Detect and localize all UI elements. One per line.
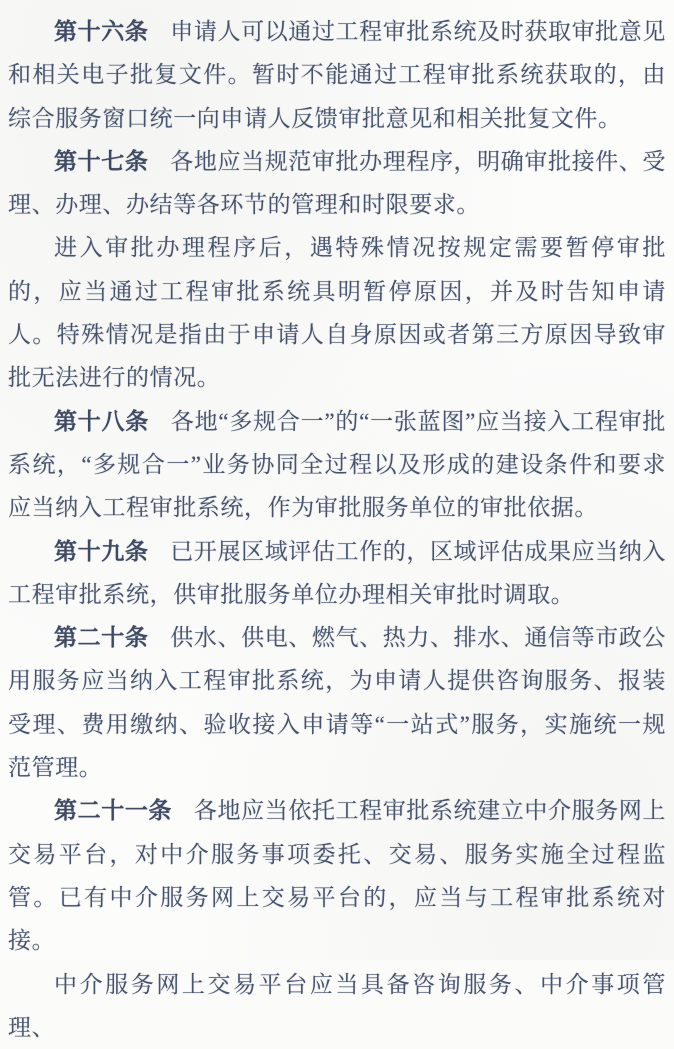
paragraph-article-16: [8, 10, 666, 140]
paragraph-article-21: [8, 789, 666, 962]
article-number: 第二十条: [54, 624, 149, 651]
paragraph-article-21-continued: [8, 963, 666, 1049]
article-number: 第二十一条: [54, 797, 173, 824]
paragraph-article-17-continued: [8, 226, 666, 399]
paragraph-text: 各地“多规合一”的“一张蓝图”应当接入工程审批系统，“多规合一”业务协同全过程以及形成的建设条件和要求应当纳入工程审批系统，作为审批服务单位的审批依据。: [8, 408, 667, 521]
paragraph-article-20: [8, 616, 666, 789]
article-number: 第十六条: [54, 18, 149, 44]
paragraph-article-19: [8, 530, 666, 617]
article-number: 第十九条: [54, 537, 149, 564]
paragraph-text: 中介服务网上交易平台应当具备咨询服务、中介事项管理、: [8, 971, 666, 1040]
paragraph-text: 已开展区域评估工作的，区域评估成果应当纳入工程审批系统，供审批服务单位办理相关审批时调取。: [8, 538, 666, 607]
paragraph-article-17: [8, 140, 666, 227]
paragraph-text: 供水、供电、燃气、热力、排水、通信等市政公用服务应当纳入工程审批系统，为申请人提供咨询服务、报装受理、费用缴纳、验收接入申请等“一站式”服务，实施统一规范管理。: [8, 625, 666, 781]
paragraph-article-18: [8, 400, 666, 530]
article-number: 第十七条: [54, 147, 149, 174]
paragraph-text: 进入审批办理程序后，遇特殊情况按规定需要暂停审批的，应当通过工程审批系统具明暂停原因，并及时告知申请人。特殊情况是指由于申请人自身原因或者第三方原因导致审批无法进行的情况。: [8, 235, 666, 391]
paragraph-text: 各地应当规范审批办理程序，明确审批接件、受理、办理、办结等各环节的管理和时限要求。: [8, 148, 666, 218]
paragraph-text: 申请人可以通过工程审批系统及时获取审批意见和相关电子批复文件。暂时不能通过工程审批系统获取的，由综合服务窗口统一向申请人反馈审批意见和相关批复文件。: [8, 19, 666, 131]
paragraph-text: 各地应当依托工程审批系统建立中介服务网上交易平台，对中介服务事项委托、交易、服务实施全过程监管。已有中介服务网上交易平台的，应当与工程审批系统对接。: [8, 798, 667, 954]
article-number: 第十八条: [54, 407, 150, 434]
